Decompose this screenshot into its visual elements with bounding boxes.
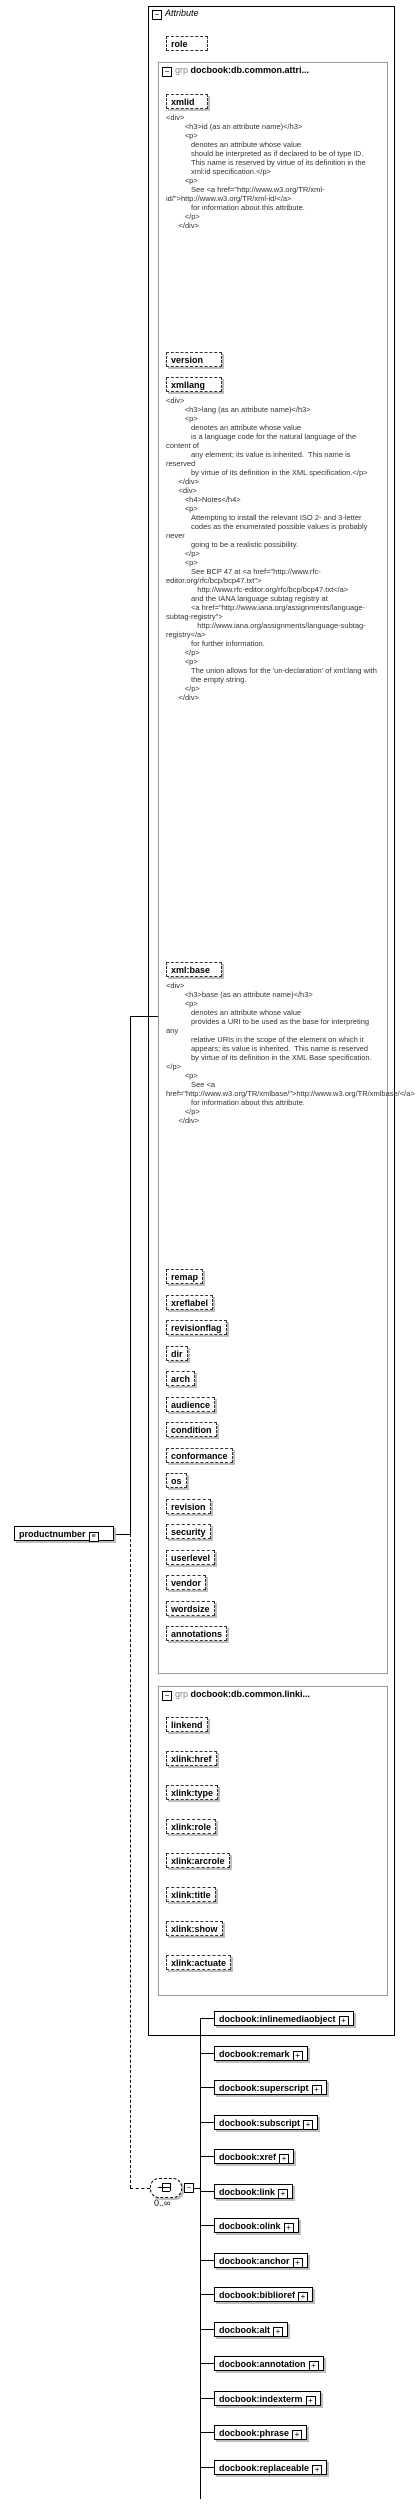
child-element-docbook-phrase[interactable] [214,2425,307,2440]
attr-annotations[interactable]: annotations [166,1626,227,1641]
expand-icon[interactable]: + [309,2361,319,2371]
child-element-label: docbook:superscript [219,2083,309,2093]
common-attrs-group-header: − grp docbook:db.common.attri... [162,65,309,77]
attr-condition[interactable]: condition [166,1422,217,1437]
child-element-docbook-xref[interactable] [214,2149,294,2164]
expand-icon[interactable]: + [312,2465,322,2475]
collapse-icon[interactable]: − [162,1691,172,1701]
child-element-label: docbook:link [219,2187,275,2197]
expand-icon[interactable]: + [273,2327,283,2337]
xmlbase-doc: <div> <h3>base (as an attribute name)</h3> <p> denotes an attribute whose value provides a URI to be used as the base for interpreting any relative URIs in the scope of the element on which it appears; its value is inherited. This name is reserved by virtue of its definition in the XML Base specification.</p> <p> See <a href="http://www.w3.org/TR/xmlbase/">http://www.w3.org/TR/xmlbase/</a> for information about this attribute. </p> </div> [166,981,415,1125]
attr-revisionflag[interactable]: revisionflag [166,1320,227,1335]
attr-xlink-title[interactable]: xlink:title [166,1887,216,1902]
attr-arch[interactable]: arch [166,1371,195,1386]
attr-xmlid[interactable]: xmlid [166,94,208,109]
attr-remap[interactable]: remap [166,1269,203,1284]
attr-dir[interactable]: dir [166,1346,188,1361]
choice-icon [158,2182,174,2194]
connector-child-docbook-link [200,2191,214,2192]
child-element-label: docbook:biblioref [219,2290,295,2300]
choice-collapse-icon[interactable]: − [184,2183,194,2193]
connector-to-choice [130,1534,131,2188]
connector-child-docbook-replaceable [200,2467,214,2468]
expand-icon[interactable]: + [298,2292,308,2302]
child-element-docbook-indexterm[interactable] [214,2391,321,2406]
connector-child-docbook-anchor [200,2260,214,2261]
child-element-label: docbook:indexterm [219,2394,303,2404]
attr-xlink-href[interactable]: xlink:href [166,1751,217,1766]
child-element-docbook-annotation[interactable] [214,2356,324,2371]
connector-choice-in [130,2188,150,2189]
connector-child-docbook-xref [200,2156,214,2157]
connector-child-docbook-superscript [200,2087,214,2088]
choice-compositor[interactable] [150,2178,182,2198]
attr-xlink-arcrole[interactable]: xlink:arcrole [166,1853,230,1868]
child-element-docbook-subscript[interactable] [214,2115,318,2130]
connector-choice-out [193,2188,200,2189]
expand-icon[interactable]: + [293,2051,303,2061]
expand-icon[interactable]: + [293,2258,303,2268]
connector-child-docbook-indexterm [200,2398,214,2399]
attr-vendor[interactable]: vendor [166,1575,206,1590]
child-element-label: docbook:subscript [219,2118,301,2128]
connector-child-docbook-subscript [200,2122,214,2123]
connector-child-docbook-phrase [200,2432,214,2433]
child-element-docbook-alt[interactable] [214,2322,288,2337]
child-element-docbook-inlinemediaobject[interactable] [214,2011,354,2026]
expand-icon[interactable]: + [306,2396,316,2406]
child-element-docbook-superscript[interactable] [214,2080,327,2095]
attr-security[interactable]: security [166,1524,211,1539]
xmllang-doc: <div> <h3>lang (as an attribute name)</h3> <p> denotes an attribute whose value is a language code for the natural language of the content of any element; its value is inherited. This name is reserved by virtue of its definition in the XML specification.</p> </div> <div> <h4>Notes</h4> <p> Attempting to install the relevant ISO 2- and 3-letter codes as the enumerated possible values is probably never going to be a realistic possibility. </p> <p> See BCP 47 at <a href="http://www.rfc-editor.org/rfc/bcp/bcp47.txt"> http://www.rfc-editor.org/rfc/bcp/bcp47.txt</a> and the IANA language subtag registry at <a href="http://www.iana.org/assignments/language-subtag-registry"> http://www.iana.org/assignments/language-subtag-registry</a> for further information. </p> <p> The union allows for the 'un-declaration' of xml:lang with the empty string. </p> </div> [166,396,377,702]
attr-conformance[interactable]: conformance [166,1448,233,1463]
expand-icon[interactable]: + [303,2120,313,2130]
attribute-group-header: − Attribute [152,8,199,20]
connector-to-attributes [130,1016,158,1017]
child-element-label: docbook:phrase [219,2428,290,2438]
attr-xlink-show[interactable]: xlink:show [166,1921,223,1936]
child-element-label: docbook:annotation [219,2359,306,2369]
expand-icon[interactable]: + [284,2223,294,2233]
attr-xreflabel[interactable]: xreflabel [166,1295,213,1310]
child-element-label: docbook:remark [219,2049,290,2059]
connector-group-spine [130,1016,131,1536]
expand-icon[interactable]: + [339,2016,349,2026]
child-element-docbook-remark[interactable] [214,2046,308,2061]
attr-revision[interactable]: revision [166,1499,211,1514]
connector-child-docbook-alt [200,2329,214,2330]
attr-xlink-role[interactable]: xlink:role [166,1819,216,1834]
child-element-docbook-biblioref[interactable] [214,2287,313,2302]
attr-xlink-type[interactable]: xlink:type [166,1785,218,1800]
child-element-docbook-anchor[interactable] [214,2253,308,2268]
child-element-label: docbook:olink [219,2221,281,2231]
child-element-label: docbook:xref [219,2152,277,2162]
child-element-docbook-replaceable[interactable] [214,2460,327,2475]
attr-role[interactable]: role [166,36,208,51]
attr-os[interactable]: os [166,1473,187,1488]
connector-child-docbook-biblioref [200,2294,214,2295]
collapse-icon[interactable]: − [162,67,172,77]
root-element-productnumber[interactable]: productnumber ≡ [14,1526,114,1541]
child-element-docbook-link[interactable] [214,2184,293,2199]
child-element-label: docbook:alt [219,2325,270,2335]
child-element-label: docbook:inlinemediaobject [219,2014,336,2024]
attr-wordsize[interactable]: wordsize [166,1601,215,1616]
attr-audience[interactable]: audience [166,1397,215,1412]
collapse-icon[interactable]: ≡ [89,1532,99,1542]
child-element-label: docbook:anchor [219,2256,290,2266]
expand-icon[interactable]: + [292,2430,302,2440]
expand-icon[interactable]: + [279,2154,289,2164]
connector-root-to-group [116,1534,130,1535]
connector-children-spine [200,2018,201,2499]
attr-version[interactable]: version [166,352,222,367]
attr-xmlbase[interactable]: xml:base [166,962,222,977]
attr-xmllang[interactable]: xmllang [166,377,222,392]
linking-attrs-group-header: − grp docbook:db.common.linki... [162,1689,310,1701]
connector-child-docbook-annotation [200,2363,214,2364]
choice-occurrence: 0..∞ [154,2198,171,2208]
expand-icon[interactable]: + [312,2085,322,2095]
xmlid-doc: <div> <h3>id (as an attribute name)</h3> <p> denotes an attribute whose value should be interpreted as if declared to be of type ID. This name is reserved by virtue of its definition in the xml:id specification.</p> <p> See <a href="http://www.w3.org/TR/xml-id/">http://www.w3.org/TR/xml-id/</a> for information about this attribute. </p> </div> [166,113,366,230]
child-element-docbook-olink[interactable] [214,2218,299,2233]
connector-child-docbook-olink [200,2225,214,2226]
attr-linkend[interactable]: linkend [166,1717,208,1732]
connector-child-docbook-remark [200,2053,214,2054]
collapse-icon[interactable]: − [152,10,162,20]
expand-icon[interactable]: + [278,2189,288,2199]
attr-xlink-actuate[interactable]: xlink:actuate [166,1955,231,1970]
attr-userlevel[interactable]: userlevel [166,1550,215,1565]
connector-child-docbook-inlinemediaobject [200,2018,214,2019]
child-element-label: docbook:replaceable [219,2463,310,2473]
